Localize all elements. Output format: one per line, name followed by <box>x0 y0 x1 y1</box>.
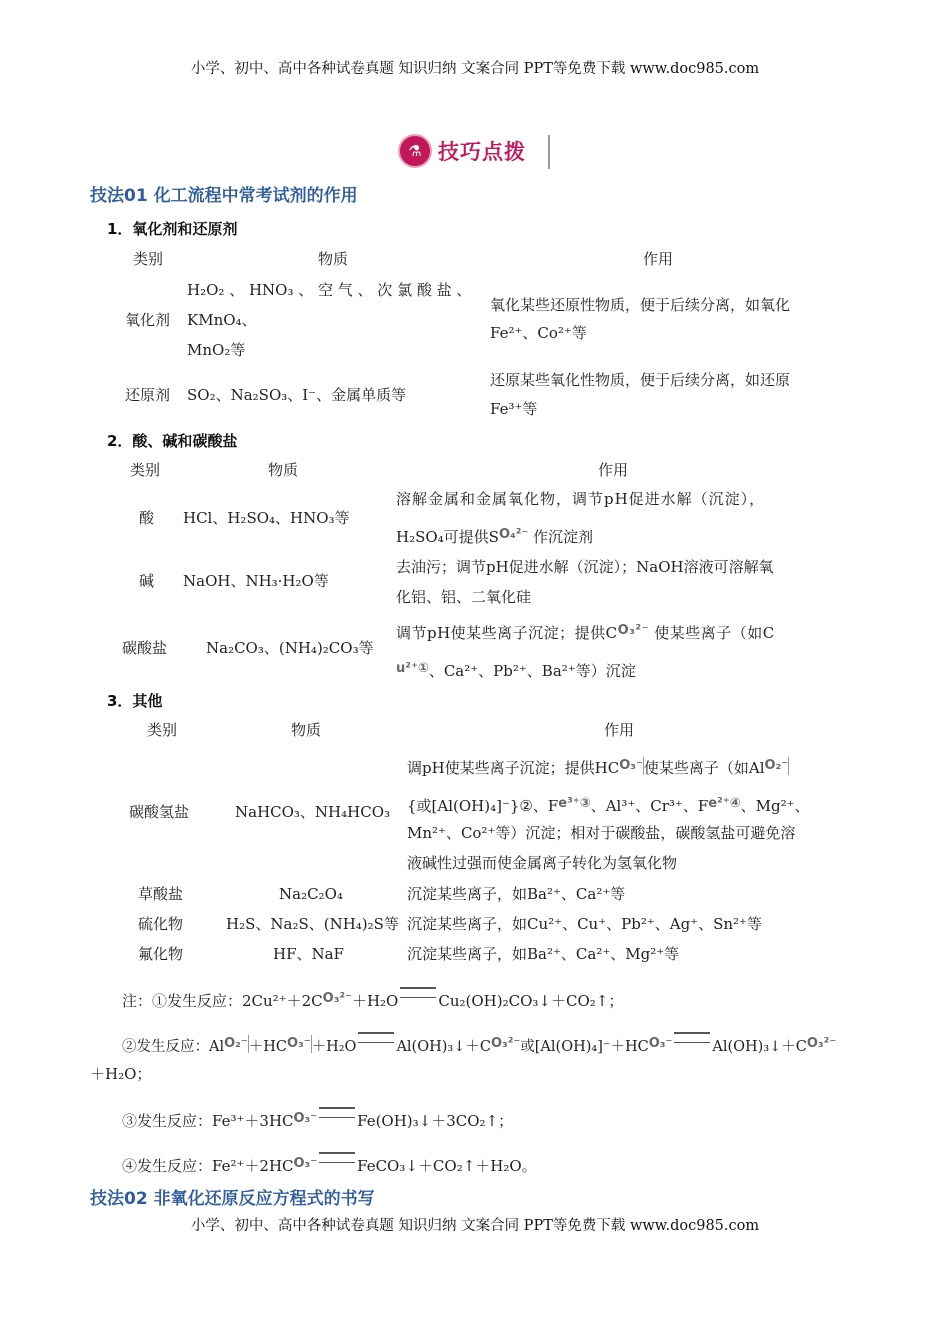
t3-row2-sub: Na₂C₂O₄ <box>279 885 343 903</box>
ion-hco3: O₃⁻ <box>619 758 643 773</box>
t1-row2-cat: 还原剂 <box>125 386 171 404</box>
t3-row2-use: 沉淀某些离子，如Ba²⁺、Ca²⁺等 <box>407 885 626 903</box>
t3-row3-sub: H₂S、Na₂S、(NH₄)₂S等 <box>226 915 399 933</box>
t2-row1-use-l1: 溶解金属和金属氧化物，调节pH促进水解（沉淀）， <box>396 490 766 508</box>
t2-row2-use-l2: 化铝、铝、二氧化硅 <box>396 588 532 606</box>
badge-text: 技巧点拨 <box>438 140 526 164</box>
ion-co3: O₃²⁻ <box>322 991 352 1006</box>
equals-arrow <box>319 1152 355 1163</box>
t3-row1-sub: NaHCO₃、NH₄HCO₃ <box>235 803 391 821</box>
ion-hco3: O₃⁻ <box>648 1036 673 1051</box>
ion-alo2: O₂⁻ <box>764 758 789 773</box>
ion-co3: O₃²⁻ <box>617 623 649 638</box>
ion-cu: u²⁺① <box>396 661 429 676</box>
note-3: ③发生反应：Fe³⁺＋3HCO₃⁻ Fe(OH)₃↓＋3CO₂↑； <box>122 1104 513 1136</box>
t1-header-use: 作用 <box>643 250 674 268</box>
equals-arrow <box>674 1032 710 1043</box>
t3-row4-sub: HF、NaF <box>273 945 344 963</box>
section-badge <box>398 131 550 171</box>
subheading-3: 3．其他 <box>107 692 163 710</box>
ion-fe2: e²⁺④ <box>708 796 741 811</box>
t2-row2-use-l1: 去油污；调节pH促进水解（沉淀）；NaOH溶液可溶解氧 <box>396 558 774 576</box>
subheading-1: 1．氧化剂和还原剂 <box>107 220 238 238</box>
page-header: 小学、初中、高中各种试卷真题 知识归纳 文案合同 PPT等免费下载 www.doc985.com <box>190 61 760 77</box>
t3-row1-use-l4: 液碱性过强而使金属离子转化为氢氧化物 <box>407 854 678 872</box>
t1-row2-sub: SO₂、Na₂SO₃、I⁻、金属单质等 <box>187 386 407 404</box>
t3-row4-cat: 氟化物 <box>138 945 184 963</box>
t1-row1-sub-l1: H₂O₂ 、 HNO₃ 、 空 气 、 次 氯 酸 盐 、 <box>187 281 472 299</box>
note-2-cont: ＋H₂O； <box>90 1065 152 1083</box>
t2-row2-cat: 碱 <box>139 572 155 590</box>
section-title-1: 技法01 化工流程中常考试剂的作用 <box>90 186 358 206</box>
t2-row3-use-l1: 调节pH使某些离子沉淀；提供CO₃²⁻ 使某些离子（如C <box>396 623 775 642</box>
t3-row4-use: 沉淀某些离子，如Ba²⁺、Ca²⁺、Mg²⁺等 <box>407 945 680 963</box>
t3-row1-cat: 碳酸氢盐 <box>129 803 190 821</box>
t2-header-use: 作用 <box>598 461 629 479</box>
t1-row1-cat: 氧化剂 <box>125 311 171 329</box>
t3-header-sub: 物质 <box>291 721 322 739</box>
equals-arrow <box>400 987 436 998</box>
subheading-2: 2．酸、碱和碳酸盐 <box>107 432 238 450</box>
t2-header-sub: 物质 <box>268 461 299 479</box>
note-1: 注：①发生反应：2Cu²⁺＋2CO₃²⁻＋H₂O Cu₂(OH)₂CO₃↓＋CO₂↑； <box>122 984 623 1016</box>
equals-arrow <box>358 1032 394 1043</box>
t3-header-use: 作用 <box>604 721 635 739</box>
ion-co3: O₃²⁻ <box>490 1036 521 1051</box>
t3-row3-use: 沉淀某些离子，如Cu²⁺、Cu⁺、Pb²⁺、Ag⁺、Sn²⁺等 <box>407 915 762 933</box>
t2-row1-use-l2: H₂SO₄可提供SO₄²⁻ 作沉淀剂 <box>396 527 594 546</box>
t2-header-cat: 类别 <box>130 461 161 479</box>
t2-row1-sub: HCl、H₂SO₄、HNO₃等 <box>183 509 350 527</box>
note-4: ④发生反应：Fe²⁺＋2HCO₃⁻ FeCO₃↓＋CO₂↑＋H₂O。 <box>122 1149 537 1181</box>
page-footer: 小学、初中、高中各种试卷真题 知识归纳 文案合同 PPT等免费下载 www.doc985.com <box>190 1218 760 1234</box>
t2-row3-sub: Na₂CO₃、(NH₄)₂CO₃等 <box>206 639 374 657</box>
t1-header-sub: 物质 <box>318 250 349 268</box>
ion-alo2: O₂⁻ <box>224 1036 248 1051</box>
t1-row1-sub-l2: KMnO₄、 <box>187 311 257 329</box>
t1-row1-use-l2: Fe²⁺、Co²⁺等 <box>490 324 587 342</box>
badge-divider <box>548 135 550 169</box>
t1-row1-sub-l3: MnO₂等 <box>187 341 246 359</box>
t1-row1-use-l1: 氧化某些还原性物质，便于后续分离，如氧化 <box>490 296 791 314</box>
t2-row3-cat: 碳酸盐 <box>122 639 168 657</box>
ion-fe3: e³⁺③ <box>558 796 591 811</box>
ion-hco3: O₃⁻ <box>293 1156 318 1171</box>
t3-row1-use-l3: Mn²⁺、Co²⁺等）沉淀；相对于碳酸盐，碳酸氢盐可避免溶 <box>407 824 796 842</box>
ion-hco3: O₃⁻ <box>293 1111 318 1126</box>
equals-arrow <box>319 1107 355 1118</box>
t3-row2-cat: 草酸盐 <box>138 885 184 903</box>
ion-co3: O₃²⁻ <box>806 1036 837 1051</box>
ion-hco3: O₃⁻ <box>286 1036 311 1051</box>
t1-row2-use-l2: Fe³⁺等 <box>490 400 538 418</box>
t3-row1-use-l1: 调pH使某些离子沉淀；提供HCO₃⁻使某些离子（如AlO₂⁻ <box>407 758 789 777</box>
t1-header-cat: 类别 <box>133 250 164 268</box>
t2-row2-sub: NaOH、NH₃·H₂O等 <box>183 572 329 590</box>
t1-row2-use-l1: 还原某些氧化性物质，便于后续分离，如还原 <box>490 371 791 389</box>
ion-so4: O₄²⁻ <box>498 527 529 542</box>
note-2: ②发生反应：AlO₂⁻＋HCO₃⁻＋H₂O Al(OH)₃↓＋CO₃²⁻或[Al(OH)₄]⁻＋HCO₃⁻ Al(OH)₃↓＋CO₃²⁻ <box>122 1029 836 1062</box>
t2-row1-cat: 酸 <box>139 509 155 527</box>
t3-row3-cat: 硫化物 <box>138 915 184 933</box>
t3-header-cat: 类别 <box>147 721 178 739</box>
flask-icon: ⚗ <box>398 134 432 168</box>
section-title-2: 技法02 非氧化还原反应方程式的书写 <box>90 1189 375 1209</box>
t3-row1-use-l2: {或[Al(OH)₄]⁻}②、Fe³⁺③、Al³⁺、Cr³⁺、Fe²⁺④、Mg²⁺、 <box>407 796 810 815</box>
t2-row3-use-l2: u²⁺①、Ca²⁺、Pb²⁺、Ba²⁺等）沉淀 <box>396 661 636 680</box>
